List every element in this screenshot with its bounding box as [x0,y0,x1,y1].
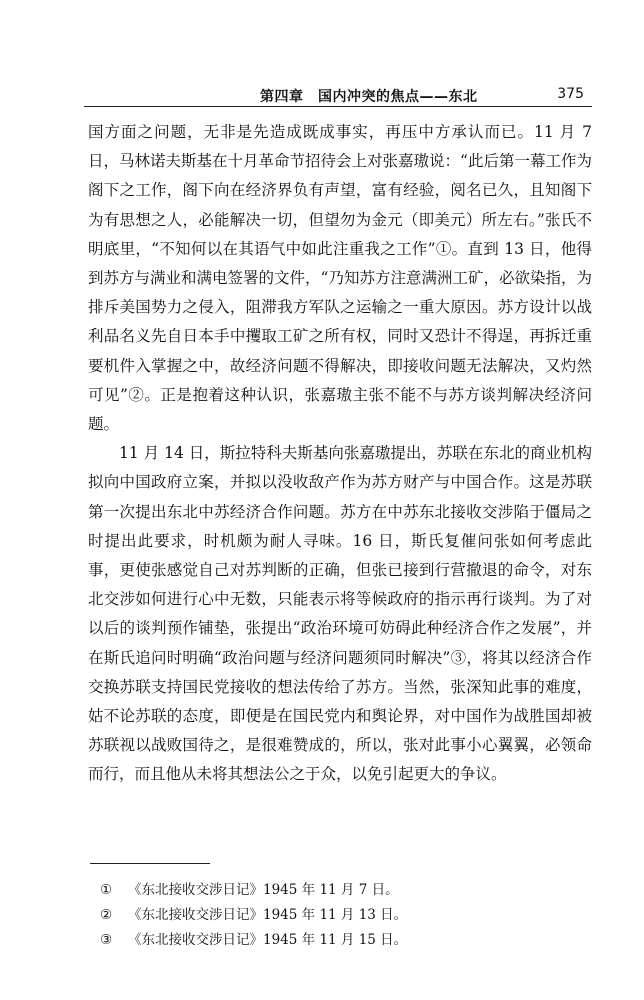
running-header [84,84,592,107]
footnotes [100,878,590,953]
footnote-mark: ① [100,882,113,898]
footnote [100,878,590,903]
footnote-mark: ③ [100,932,113,948]
footnote-divider [90,863,210,864]
footnote-text: 《东北接收交涉日记》1945 年 11 月 13 日。 [128,907,408,923]
footnote-mark: ② [100,907,113,923]
paragraph: 国方面之问题，无非是先造成既成事实，再压中方承认而已。11 月 7 日，马林诺夫斯基在十月革命节招待会上对张嘉璈说：“此后第一幕工作为阁下之工作，阁下向在经济界负有声望，富有经验，阅名已久，且知阁下为有思想之人，必能解决一切，但望勿为金元（即美元）所左右。”张氏不明底里，“不知何以在其语气中如此注重我之工作”①。直到 13 日，他得到苏方与满业和满电签署的文件，“乃知苏方注意满洲工矿，必欲染指，为排斥美国势力之侵入，阻滞我方军队之运输之一重大原因。苏方设计以战利品名义先自日本手中攫取工矿之所有权，同时又恐计不得逞，再拆迁重要机件入掌握之中，故经济问题不得解决，即接收问题无法解决，又灼然可见”②。正是抱着这种认识，张嘉璈主张不能不与苏方谈判解决经济问题。 [88,123,592,434]
page-number: 375 [557,86,584,102]
paragraph: 11 月 14 日，斯拉特科夫斯基向张嘉璈提出，苏联在东北的商业机构拟向中国政府立案，并拟以没收敌产作为苏方财产与中国合作。这是苏联第一次提出东北中苏经济合作问题。苏方在中苏东北接收交涉陷于僵局之时提出此要求，时机颇为耐人寻味。16 日，斯氏复催问张如何考虑此事，更使张感觉自己对苏判断的正确，但张已接到行营撤退的命令，对东北交涉如何进行心中无数，只能表示将等候政府的指示再行谈判。为了对以后的谈判预作铺垫，张提出“政治环境可妨碍此种经济合作之发展”，并在斯氏追问时明确“政治问题与经济问题须同时解决”③，将其以经济合作交换苏联支持国民党接收的想法传给了苏方。当然，张深知此事的难度，姑不论苏联的态度，即便是在国民党内和舆论界，对中国作为战胜国却被苏联视以战败国待之，是很难赞成的，所以，张对此事小心翼翼，必领命而行，而且他从未将其想法公之于众，以免引起更大的争议。 [88,444,592,784]
footnote-text: 《东北接收交涉日记》1945 年 11 月 7 日。 [128,882,399,898]
footnote [100,928,590,953]
body-text [88,118,592,790]
footnote-text: 《东北接收交涉日记》1945 年 11 月 15 日。 [128,932,408,948]
footnote [100,903,590,928]
chapter-title: 第四章 国内冲突的焦点——东北 [260,89,478,105]
